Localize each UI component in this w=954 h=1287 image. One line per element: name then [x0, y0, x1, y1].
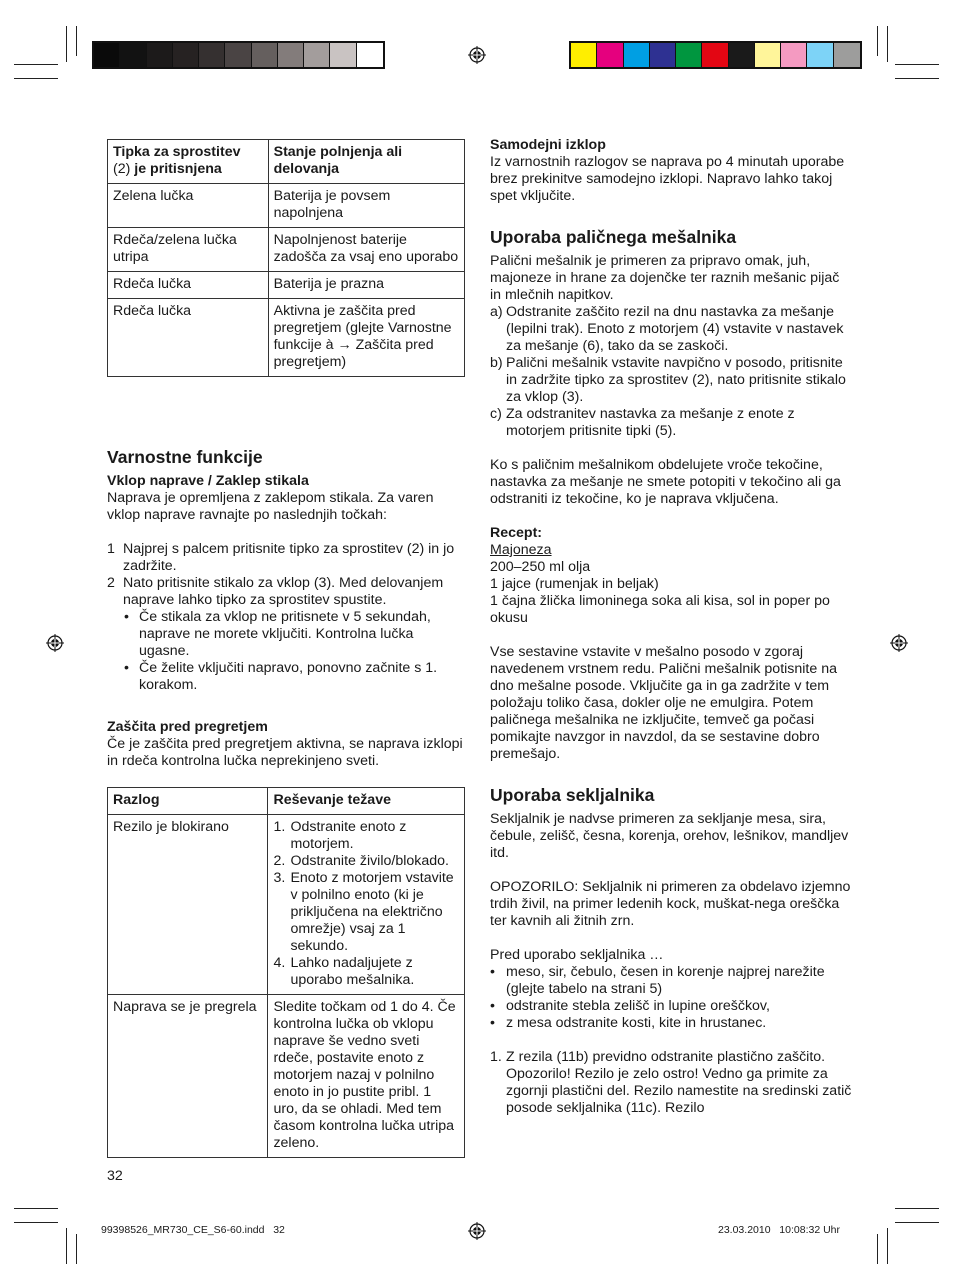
table-cell: Baterija je prazna: [268, 272, 464, 299]
table-cell: Aktivna je zaščita pred pregretjem (glejte Varnostne funkcije à → Zaščita pred pregretjem): [268, 299, 464, 377]
ingredient: 200–250 ml olja: [490, 559, 591, 575]
list-item: 2. Odstranite živilo/blokado.: [273, 853, 449, 869]
table-header-cell: Stanje polnjenja ali delovanja: [268, 140, 464, 184]
table-header-cell: Tipka za sprostitev (2) je pritisnjena: [108, 140, 269, 184]
grayscale-color-bar: [92, 41, 385, 69]
footer-date: 23.03.2010 10:08:32 Uhr: [718, 1224, 841, 1236]
recipe-name: Majoneza: [490, 542, 552, 558]
crop-mark: [895, 78, 939, 79]
crop-mark: [887, 1228, 888, 1264]
paragraph: Palični mešalnik je primeren za pripravo omak, juh, majoneze in hrane za dojenčke ter raznih mešanic pijač in mlečnih napitkov.: [490, 253, 840, 303]
table-row: [108, 228, 465, 272]
table-header-row: [108, 140, 465, 184]
list-item: 1. Z rezila (11b) previdno odstranite plastično zaščito. Opozorilo! Rezilo je zelo ostro! Vedno ga primite za zgornji plastični del. Rezilo namestite na sredinski zatič posode sekljalnika (11c). Rezilo: [490, 1049, 852, 1116]
table-cell: Rdeča lučka: [108, 299, 269, 377]
registration-mark-icon: [468, 1222, 486, 1240]
registration-mark-icon: [468, 46, 486, 64]
table-row: [108, 299, 465, 377]
list-item: 2 Nato pritisnite stikalo za vklop (3). Med delovanjem naprave lahko tipko za sprostitev spustite.: [107, 575, 444, 608]
list-item: c) Za odstranitev nastavka za mešanje z enote z motorjem pritisnite tipki (5).: [490, 406, 795, 439]
list-item: 3. Enoto z motorjem vstavite v polnilno enoto (ki je priključena na električno omrežje) vsaj za 1 sekundo.: [273, 870, 454, 954]
paragraph: Vse sestavine vstavite v mešalno posodo v zgoraj navedenem vrstnem redu. Palični mešalnik potisnite na dno mešalne posode. Vključite ga in ga zadržite v tem položaju toliko časa, dokler olje ne emulgira. Potem paličnega mešalnika ne izključite, temveč ga počasi pomikajte navzgor in navzdol, da se sestavine dobro premešajo.: [490, 644, 837, 762]
list-item: 4. Lahko nadaljujete z uporabo mešalnika.: [273, 955, 415, 988]
color-swatch: [330, 43, 356, 67]
recipe-label: Recept:: [490, 525, 543, 541]
left-column-text: [107, 447, 465, 770]
color-swatch: [702, 43, 728, 67]
registration-mark-icon: [46, 634, 64, 652]
crop-mark: [877, 26, 878, 56]
table-cell: Zelena lučka: [108, 184, 269, 228]
table-cell: Sledite točkam od 1 do 4. Če kontrolna lučka ob vklopu naprave še vedno sveti rdeče, postavite enoto z motorjem nazaj v polnilno enoto in jo pustite pribl. 1 uro, da se ohladi. Med tem časom kontrolna lučka utripa zeleno.: [268, 995, 465, 1158]
paragraph: Če je zaščita pred pregretjem aktivna, se naprava izklopi in rdeča kontrolna lučka neprekinjeno sveti.: [107, 736, 463, 769]
color-swatch: [278, 43, 304, 67]
troubleshooting-table: [107, 787, 465, 1158]
table-row: [108, 272, 465, 299]
crop-mark: [895, 1208, 939, 1209]
crop-mark: [887, 26, 888, 62]
crop-mark: [14, 64, 58, 65]
charging-status-table: [107, 139, 465, 377]
paragraph: Iz varnostnih razlogov se naprava po 4 minutah uporabe brez prekinitve samodejno izklopi. Napravo lahko takoj spet vključite.: [490, 154, 845, 204]
section-heading: Uporaba sekljalnika: [490, 785, 655, 805]
table-row: [108, 815, 465, 995]
crop-mark: [14, 1222, 58, 1223]
numbered-list: [273, 819, 459, 989]
right-column-text: [490, 137, 852, 1117]
crop-mark: [895, 64, 939, 65]
color-swatch: [807, 43, 833, 67]
footer-file-info: 99398526_MR730_CE_S6-60.indd 32: [101, 1224, 285, 1236]
color-swatch: [94, 43, 120, 67]
color-swatch: [357, 43, 383, 67]
table-cell: Rdeča lučka: [108, 272, 269, 299]
color-swatch: [597, 43, 623, 67]
subsection-heading: Vklop naprave / Zaklep stikala: [107, 473, 309, 489]
color-swatch: [120, 43, 146, 67]
crop-mark: [14, 1208, 58, 1209]
crop-mark: [76, 1234, 77, 1264]
table-cell: [268, 815, 465, 995]
paragraph: Naprava je opremljena z zaklepom stikala. Za varen vklop naprave ravnajte po naslednjih točkah:: [107, 490, 434, 523]
ingredient: 1 jajce (rumenjak in beljak): [490, 576, 659, 592]
registration-mark-icon: [890, 634, 908, 652]
table-cell: Baterija je povsem napolnjena: [268, 184, 464, 228]
paragraph: Sekljalnik je nadvse primeren za sekljanje mesa, sira, čebule, zelišč, česna, korenja, orehov, lešnikov, mandljev itd.: [490, 811, 849, 861]
list-item: • z mesa odstranite kosti, kite in hrustanec.: [490, 1015, 767, 1031]
list-item: • meso, sir, čebulo, česen in korenje najprej narežite (glejte tabelo na strani 5): [490, 964, 825, 997]
color-swatch: [571, 43, 597, 67]
section-heading: Uporaba paličnega mešalnika: [490, 227, 737, 247]
crop-mark: [895, 1222, 939, 1223]
table-row: [108, 184, 465, 228]
crop-mark: [66, 26, 67, 62]
crop-mark: [14, 78, 58, 79]
color-swatch: [676, 43, 702, 67]
list-item: • Če stikala za vklop ne pritisnete v 5 sekundah, naprave ne morete vključiti. Kontrolna lučka ugasne.: [124, 609, 431, 659]
table-header-row: [108, 788, 465, 815]
color-swatch: [781, 43, 807, 67]
section-heading: Varnostne funkcije: [107, 447, 263, 467]
color-swatch: [199, 43, 225, 67]
list-item: • Če želite vključiti napravo, ponovno začnite s 1. korakom.: [124, 660, 438, 693]
paragraph: Pred uporabo sekljalnika …: [490, 947, 664, 963]
table-header-cell: Reševanje težave: [268, 788, 465, 815]
table-header-cell: Razlog: [108, 788, 268, 815]
color-swatch: [252, 43, 278, 67]
table-cell: Rezilo je blokirano: [108, 815, 268, 995]
subsection-heading: Zaščita pred pregretjem: [107, 719, 268, 735]
list-item: b) Palični mešalnik vstavite navpično v posodo, pritisnite in zadržite tipko za sprostitev (2), nato pritisnite stikalo za vklop (3).: [490, 355, 846, 405]
table-row: [108, 995, 465, 1158]
paragraph: Ko s paličnim mešalnikom obdelujete vroče tekočine, nastavka za mešanje ne smete potopiti v tekočino ali ga odstraniti iz tekočine, ko je naprava vključena.: [490, 457, 841, 507]
crop-mark: [66, 1228, 67, 1264]
list-item: • odstranite stebla zelišč in lupine oreščkov,: [490, 998, 770, 1014]
color-swatch: [650, 43, 676, 67]
color-swatch: [755, 43, 781, 67]
paragraph: OPOZORILO: Sekljalnik ni primeren za obdelavo izjemno trdih živil, na primer ledenih kock, muškat-nega oreščka ter kavnih ali žitnih zrn.: [490, 879, 851, 929]
color-swatch: [173, 43, 199, 67]
ingredient: 1 čajna žlička limoninega soka ali kisa, sol in poper po okusu: [490, 593, 830, 626]
table-cell: Napolnjenost baterije zadošča za vsaj eno uporabo: [268, 228, 464, 272]
list-item: 1. Odstranite enoto z motorjem.: [273, 819, 407, 852]
list-item: 1 Najprej s palcem pritisnite tipko za sprostitev (2) in jo zadržite.: [107, 541, 455, 574]
subsection-heading: Samodejni izklop: [490, 137, 606, 153]
color-swatch: [304, 43, 330, 67]
list-item: a) Odstranite zaščito rezil na dnu nastavka za mešanje (lepilni trak). Enoto z motorjem (4) vstavite v nastavek za mešanje (6), tako da se zaskoči.: [490, 304, 844, 354]
color-swatch: [729, 43, 755, 67]
page-number: 32: [107, 1168, 123, 1184]
table-cell: Rdeča/zelena lučka utripa: [108, 228, 269, 272]
process-color-bar: [569, 41, 862, 69]
color-swatch: [225, 43, 251, 67]
crop-mark: [877, 1234, 878, 1264]
color-swatch: [834, 43, 860, 67]
crop-mark: [76, 26, 77, 56]
color-swatch: [147, 43, 173, 67]
color-swatch: [624, 43, 650, 67]
table-cell: Naprava se je pregrela: [108, 995, 268, 1158]
